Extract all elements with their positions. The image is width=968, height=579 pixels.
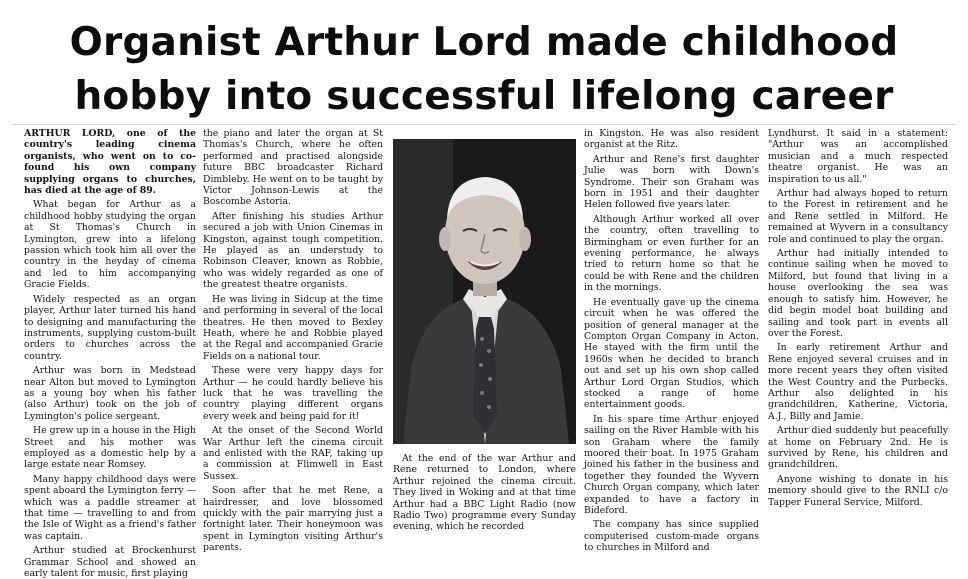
paragraph: Arthur had always hoped to return to the Forest in retirement and he and Rene settled in Milford. He remained at Wyvern in a consultancy role and continued to play the organ. (768, 188, 948, 245)
paragraph: in Kingston. He was also resident organist at the Ritz. (584, 128, 759, 151)
paragraph: In his spare time Arthur enjoyed sailing on the River Hamble with his son Graham where the family moored their boat. In 1975 Graham joined his father in the business and together they founded the Wyvern Church Organ company, which later expanded to have a factory in Bideford. (584, 413, 759, 516)
paragraph: Arthur was born in Medstead near Alton but moved to Lymington as a young boy when his father (also Arthur) took on the job of Lymington's police sergeant. (24, 365, 196, 422)
paragraph: He was living in Sidcup at the time and performing in several of the local theatres. He then moved to Bexley Heath, where he and Robbie played at the Regal and accompanied Gracie Fields on a national tour. (203, 293, 383, 362)
paragraph: Soon after that he met Rene, a hairdresser, and love blossomed quickly with the pair marrying just a fortnight later. Their honeymoon was spent in Lymington visiting Arthur's parents. (203, 485, 383, 554)
paragraph: Widely respected as an organ player, Arthur later turned his hand to designing and manufacturing the instruments, supplying custom-built orders to churches across the country. (24, 293, 196, 362)
paragraph: Arthur and Rene's first daughter Julie was born with Down's Syndrome. Their son Graham was born in 1951 and their daughter Helen followed five years later. (584, 153, 759, 211)
paragraph: He grew up in a house in the High Street and his mother was employed as a domestic help by a large estate near Romsey. (24, 425, 196, 471)
paragraph: the piano and later the organ at St Thomas's Church, where he often performed and practised alongside future BBC broadcaster Richard Dimbleby. He went on to be taught by Victor Johnson-Lewis at the Boscombe Astoria. (203, 128, 383, 208)
headline (0, 16, 968, 124)
lead-paragraph: ARTHUR LORD, one of the country's leading cinema organists, who went on to co-found his own company supplying organs to churches, has died at the age of 89. (24, 128, 196, 197)
paragraph: Anyone wishing to donate in his memory should give to the RNLI c/o Tapper Funeral Service, Milford. (768, 473, 948, 508)
paragraph: Arthur died suddenly but peacefully at home on February 2nd. He is survived by Rene, his children and grandchildren. (768, 425, 948, 471)
paragraph: These were very happy days for Arthur — he could hardly believe his luck that he was travelling the country playing different organs every week and being paid for it! (203, 365, 383, 422)
paragraph: In early retirement Arthur and Rene enjoyed several cruises and in more recent years they often visited the West Country and the Purbecks. Arthur also delighted in his grandchildren, Katherine, Victoria, A.J., Billy and Jamie. (768, 342, 948, 422)
paragraph: After finishing his studies Arthur secured a job with Union Cinemas in Kingston, against tough competition. He played as an understudy to Robinson Cleaver, known as Robbie, who was widely regarded as one of the greatest theatre organists. (203, 210, 383, 291)
paragraph: Many happy childhood days were spent aboard the Lymington ferry — which was a paddle streamer at that time — travelling to and from the Isle of Wight as a friend's father was captain. (24, 473, 196, 542)
article-column-1 (24, 128, 196, 579)
headline-line-1: Organist Arthur Lord made childhood (69, 20, 899, 65)
article-column-3 (393, 453, 576, 533)
article-column-2 (203, 128, 383, 554)
paragraph: At the onset of the Second World War Arthur left the cinema circuit and enlisted with the RAF, taking up a commission at Flimwell in East Sussex. (203, 425, 383, 482)
article-column-4 (584, 128, 759, 554)
paragraph: He eventually gave up the cinema circuit when he was offered the position of general manager at the Compton Organ Company in Acton. He stayed with the firm until the 1960s when he decided to branch out and set up his own shop called Arthur Lord Organ Studios, which stocked a range of home entertainment goods. (584, 296, 759, 411)
portrait-illustration (393, 139, 576, 444)
headline-rule (12, 124, 956, 125)
paragraph: What began for Arthur as a childhood hobby studying the organ at St Thomas's Church in Lymington, grew into a lifelong passion which took him all over the country in the heyday of cinema and led to him accompanying Gracie Fields. (24, 199, 196, 291)
article-column-5 (768, 128, 948, 524)
paragraph: Although Arthur worked all over the country, often travelling to Birmingham or even further for an evening performance, he always tried to return home so that he could be with Rene and the children in the mornings. (584, 213, 759, 294)
paragraph: Arthur studied at Brockenhurst Grammar School and showed an early talent for music, first playing (24, 545, 196, 579)
paragraph: The company has since supplied computerised custom-made organs to churches in Milford and (584, 519, 759, 554)
portrait-photo (393, 139, 576, 444)
paragraph: Lyndhurst. It said in a statement: "Arthur was an accomplished musician and a much respected theatre organist. He was an inspiration to us all." (768, 128, 948, 185)
headline-line-2: hobby into successful lifelong career (74, 74, 894, 119)
paragraph: At the end of the war Arthur and Rene returned to London, where Arthur rejoined the cinema circuit. They lived in Woking and at that time Arthur had a BBC Light Radio (now Radio Two) programme every Sunday evening, which he recorded (393, 453, 576, 533)
paragraph: Arthur had initially intended to continue sailing when he moved to Milford, but found that living in a house overlooking the sea was enough to satisfy him. However, he did begin model boat building and sailing and took part in events all over the Forest. (768, 248, 948, 339)
